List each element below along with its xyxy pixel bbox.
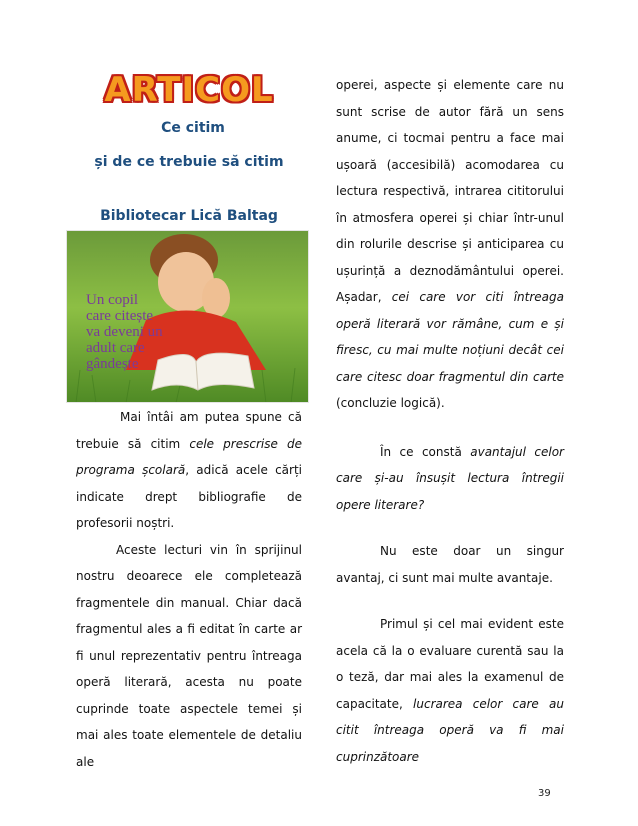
right-p2-text: În ce constă — [380, 444, 471, 459]
child-reading-photo — [66, 230, 309, 403]
right-paragraph-3: Nu este doar un singur avantaj, ci sunt mai multe avantaje. — [336, 544, 564, 585]
right-paragraph-1 — [336, 72, 564, 417]
right-column-body — [336, 72, 564, 770]
left-p1-text: Mai întâi am putea spune că trebuie să citim — [76, 410, 302, 451]
left-column-body — [76, 404, 302, 775]
article-header — [76, 70, 302, 224]
paragraph-gap — [336, 417, 564, 439]
right-p4-italic: lucrarea celor care au citit întreaga operă va fi mai cuprinzătoare — [336, 696, 564, 764]
left-paragraph-2: Aceste lecturi vin în sprijinul nostru deoarece ele completează fragmentele din manual. Chiar dacă fragmentul ales a fi editat în carte ar fi unul reprezentativ pentru întreaga operă literară, acesta nu poate cuprinde toate aspectele temei și mai ales toate elementele de detaliu ale — [76, 542, 302, 769]
logo-text: ARTICOL — [104, 70, 274, 110]
right-paragraph-2 — [336, 439, 564, 519]
left-p1-italic: cele prescrise de programa școlară — [76, 436, 303, 477]
author-name: Bibliotecar Lică Baltag — [100, 208, 278, 224]
paragraph-gap — [336, 591, 564, 611]
right-paragraph-4 — [336, 611, 564, 770]
right-p2-italic: avantajul celor care și-au însușit lectura întregii opere literare? — [336, 444, 564, 512]
right-p1-text-end: (concluzie logică). — [336, 396, 445, 410]
left-p1-text-end: , adică acele cărți indicate drept bibliografie de profesorii noștri. — [76, 463, 302, 530]
title-line-2: și de ce trebuie să citim — [94, 154, 284, 170]
photo-caption: Un copil care citește va deveni un adult care gândește — [86, 292, 163, 372]
left-paragraph-1 — [76, 404, 302, 537]
title-line-1: Ce citim — [161, 120, 225, 136]
right-p1-text: operei, aspecte și elemente care nu sunt scrise de autor fără un sens anume, ci tocmai pentru a face mai ușoară (accesibilă) acomodarea cu lectura respectivă, intrarea cititorului în atmosfera operei și chiar într-unul din rolurile descrise și anticiparea cu ușurință a deznodământului operei. Așadar, — [336, 78, 564, 304]
right-p4-text: Primul și cel mai evident este acela că la o evaluare curentă sau la o teză, dar mai ales la examenul de capacitate, — [336, 617, 564, 711]
paragraph-gap — [336, 518, 564, 538]
page-number: 39 — [538, 788, 551, 799]
articol-logo — [76, 70, 302, 114]
right-p1-italic: cei care vor citi întreaga operă literară vor rămâne, cum e și firesc, cu mai multe noțiuni decât cei care citesc doar fragmentul din carte — [336, 290, 564, 384]
